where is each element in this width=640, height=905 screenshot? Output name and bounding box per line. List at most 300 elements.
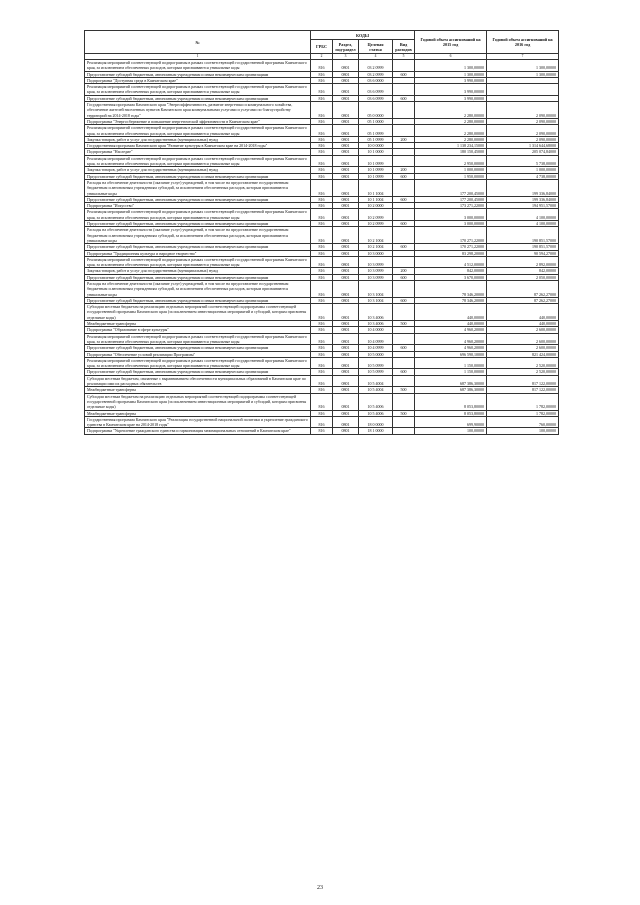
row-target-article: 03 6 0999	[359, 84, 393, 96]
row-razdel: 0801	[333, 167, 359, 173]
row-expense-type: 600	[393, 173, 415, 179]
row-amount-2015: 3 670,00000	[415, 274, 487, 280]
row-name: Подпрограмма "Энергосбережение и повышение энергетической эффективности в Камчатском крае"	[85, 118, 311, 124]
row-name: Подпрограмма "Образование в сфере культуры"	[85, 327, 311, 333]
row-razdel: 0801	[333, 60, 359, 72]
row-grbs: 816	[311, 280, 333, 297]
row-amount-2016: 190 851,57000	[487, 227, 559, 244]
row-expense-type	[393, 256, 415, 268]
row-target-article: 10 4 0000	[359, 327, 393, 333]
row-grbs: 816	[311, 95, 333, 101]
row-target-article: 10 4 0999	[359, 333, 393, 345]
row-target-article: 10 3 4006	[359, 304, 393, 321]
row-amount-2016: 194 951,57000	[487, 203, 559, 209]
row-amount-2015: 173 271,22000	[415, 203, 487, 209]
row-amount-2016	[487, 84, 559, 96]
row-amount-2015: 1 300,00000	[415, 60, 487, 72]
row-amount-2016: 4 100,00000	[487, 221, 559, 227]
row-grbs: 816	[311, 244, 333, 250]
row-expense-type	[393, 333, 415, 345]
row-expense-type: 600	[393, 274, 415, 280]
row-expense-type	[393, 60, 415, 72]
page-number: 23	[317, 885, 323, 891]
row-target-article: 10 2 1004	[359, 244, 393, 250]
row-razdel: 0801	[333, 125, 359, 137]
table-row	[85, 280, 559, 297]
row-expense-type: 500	[393, 410, 415, 416]
table-row	[85, 357, 559, 369]
row-name: Расходы на обеспечение деятельности (оказание услуг) учреждений, в том числе на предоставление государственным бюджетным и автономным учреждениям субсидий, за исключением обеспеченных расходов, которым присваиваются уникальные коды	[85, 227, 311, 244]
row-grbs: 816	[311, 410, 333, 416]
row-name: Субсидии местным бюджетам, связанные с выравниванием обеспеченности муниципальных образований в Камчатском крае по реализации ими их расходных обязательств	[85, 375, 311, 387]
row-expense-type	[393, 375, 415, 387]
row-expense-type	[393, 416, 415, 428]
row-razdel: 0801	[333, 321, 359, 327]
row-amount-2016: 2 090,00000	[487, 118, 559, 124]
row-target-article: 10 3 0999	[359, 256, 393, 268]
row-razdel: 0801	[333, 428, 359, 434]
row-name: Субсидии местным бюджетам на реализацию отдельных мероприятий соответствующей подпрограммы соответствующей государственной программы Камчатского края (за исключением инвестиционных мероприятий и субсидий, которым присвоены отдельные коды)	[85, 304, 311, 321]
row-amount-2015: 696 590,10000	[415, 351, 487, 357]
row-name: Государственная программа Камчатского края "Реализация государственной национальной политики и укрепление гражданского единства в Камчатском крае на 2014-2018 годы"	[85, 416, 311, 428]
row-expense-type: 600	[393, 95, 415, 101]
row-expense-type	[393, 209, 415, 221]
row-amount-2016: 90 594,27000	[487, 250, 559, 256]
row-target-article: 10 5 4006	[359, 393, 393, 410]
row-grbs: 816	[311, 173, 333, 179]
row-grbs: 816	[311, 428, 333, 434]
table-row	[85, 227, 559, 244]
row-expense-type	[393, 102, 415, 119]
row-razdel: 0801	[333, 304, 359, 321]
row-target-article: 10 3 0999	[359, 274, 393, 280]
row-name: Субсидии местным бюджетам на реализацию отдельных мероприятий соответствующей подпрограммы соответствующей государственной программы Камчатского края (за исключением инвестиционных мероприятий и субсидий, которым присвоены отдельные коды)	[85, 393, 311, 410]
row-razdel: 0801	[333, 410, 359, 416]
row-grbs: 816	[311, 118, 333, 124]
row-amount-2015: 2 280,00000	[415, 125, 487, 137]
row-razdel: 0801	[333, 196, 359, 202]
row-amount-2015: 100,00000	[415, 428, 487, 434]
row-razdel: 0801	[333, 77, 359, 83]
row-name: Подпрограмма "Доступная среда в Камчатском крае"	[85, 77, 311, 83]
row-target-article: 10 5 0999	[359, 369, 393, 375]
row-razdel: 0801	[333, 369, 359, 375]
header-grbs: ГРБС	[311, 40, 333, 54]
row-grbs: 816	[311, 196, 333, 202]
row-expense-type: 200	[393, 167, 415, 173]
row-name: Подпрограмма "Наследие"	[85, 149, 311, 155]
row-grbs: 816	[311, 179, 333, 196]
header-vr: Вид расходов	[393, 40, 415, 54]
row-amount-2015: 1 150,00000	[415, 369, 487, 375]
row-grbs: 816	[311, 125, 333, 137]
row-name: Предоставление субсидий бюджетным, автономным учреждениям и иным некоммерческим организациям	[85, 297, 311, 303]
row-target-article: 10 1 0000	[359, 149, 393, 155]
row-razdel: 0801	[333, 416, 359, 428]
row-amount-2016: 2 090,00000	[487, 102, 559, 119]
row-amount-2015: 8 053,80000	[415, 393, 487, 410]
row-target-article: 10 5 4006	[359, 410, 393, 416]
row-razdel: 0801	[333, 209, 359, 221]
row-expense-type	[393, 428, 415, 434]
row-amount-2016: 100,00000	[487, 428, 559, 434]
row-amount-2016: 205 074,84000	[487, 149, 559, 155]
row-name: Предоставление субсидий бюджетным, автономным учреждениям и иным некоммерческим организациям	[85, 71, 311, 77]
table-row	[85, 375, 559, 387]
row-name: Реализация мероприятий соответствующей подпрограммы в рамках соответствующей государственной программы Камчатского края, за исключением обеспеченных расходов, которым присваиваются уникальные коды	[85, 333, 311, 345]
row-grbs: 816	[311, 304, 333, 321]
row-amount-2016: 760,00000	[487, 416, 559, 428]
row-expense-type	[393, 393, 415, 410]
row-amount-2016: 87 262,27000	[487, 297, 559, 303]
row-expense-type: 600	[393, 244, 415, 250]
row-name: Реализация мероприятий соответствующей подпрограммы в рамках соответствующей государственной программы Камчатского края, за исключением обеспеченных расходов, которым присваиваются уникальные коды	[85, 357, 311, 369]
header-num: №	[85, 31, 311, 54]
row-name: Подпрограмма "Обеспечение условий реализации Программы"	[85, 351, 311, 357]
row-amount-2016: 2 520,00000	[487, 357, 559, 369]
row-name: Государственная программа Камчатского края "Развитие культуры в Камчатском крае на 2014-2018 годы"	[85, 143, 311, 149]
row-razdel: 0801	[333, 280, 359, 297]
row-razdel: 0801	[333, 203, 359, 209]
row-expense-type	[393, 227, 415, 244]
row-target-article: 03 6 0000	[359, 77, 393, 83]
row-name: Предоставление субсидий бюджетным, автономным учреждениям и иным некоммерческим организациям	[85, 274, 311, 280]
row-target-article: 10 0 0000	[359, 143, 393, 149]
row-target-article: 03 2 0999	[359, 71, 393, 77]
row-target-article: 03 2 0999	[359, 60, 393, 72]
row-target-article: 05 1 0000	[359, 118, 393, 124]
row-grbs: 816	[311, 102, 333, 119]
row-target-article: 10 1 0999	[359, 167, 393, 173]
header-razdel: Раздел, под-раздел	[333, 40, 359, 54]
row-grbs: 816	[311, 203, 333, 209]
column-number: 6	[415, 54, 487, 60]
row-amount-2015: 4 960,20000	[415, 345, 487, 351]
row-amount-2015: 8 053,80000	[415, 410, 487, 416]
row-amount-2016: 1 300,00000	[487, 71, 559, 77]
row-grbs: 816	[311, 369, 333, 375]
row-target-article: 10 2 0000	[359, 203, 393, 209]
table-row	[85, 256, 559, 268]
row-expense-type: 600	[393, 297, 415, 303]
row-razdel: 0801	[333, 227, 359, 244]
row-razdel: 0801	[333, 256, 359, 268]
row-expense-type	[393, 84, 415, 96]
row-amount-2016: 2 090,00000	[487, 136, 559, 142]
table-row	[85, 60, 559, 72]
row-grbs: 816	[311, 345, 333, 351]
row-target-article: 10 3 0000	[359, 250, 393, 256]
row-grbs: 816	[311, 209, 333, 221]
row-amount-2016: 440,00000	[487, 321, 559, 327]
row-target-article: 10 3 0999	[359, 268, 393, 274]
row-amount-2016: 4 738,00000	[487, 173, 559, 179]
row-expense-type	[393, 125, 415, 137]
row-razdel: 0801	[333, 173, 359, 179]
row-amount-2016: 821 424,00000	[487, 351, 559, 357]
row-name: Подпрограмма "Искусство"	[85, 203, 311, 209]
row-target-article: 10 5 4004	[359, 387, 393, 393]
row-name: Закупка товаров, работ и услуг для государственных (муниципальных) нужд	[85, 268, 311, 274]
table-row	[85, 333, 559, 345]
row-amount-2015: 170 271,22000	[415, 244, 487, 250]
row-amount-2016: 1 000,00000	[487, 167, 559, 173]
row-amount-2015: 3 990,00000	[415, 84, 487, 96]
row-target-article: 10 5 0999	[359, 357, 393, 369]
row-grbs: 816	[311, 351, 333, 357]
row-amount-2015: 177 200,45000	[415, 179, 487, 196]
row-grbs: 816	[311, 250, 333, 256]
row-razdel: 0801	[333, 250, 359, 256]
row-amount-2016: 440,00000	[487, 304, 559, 321]
row-expense-type: 200	[393, 268, 415, 274]
table-row	[85, 393, 559, 410]
document-page	[84, 30, 558, 435]
row-amount-2016: 2 600,00000	[487, 327, 559, 333]
column-number: 4	[359, 54, 393, 60]
row-razdel: 0801	[333, 179, 359, 196]
row-name: Межбюджетные трансферты	[85, 410, 311, 416]
table-row	[85, 155, 559, 167]
row-name: Реализация мероприятий соответствующей подпрограммы в рамках соответствующей государственной программы Камчатского края, за исключением обеспеченных расходов, которым присваиваются уникальные коды	[85, 125, 311, 137]
row-name: Реализация мероприятий соответствующей подпрограммы в рамках соответствующей государственной программы Камчатского края, за исключением обеспеченных расходов, которым присваиваются уникальные коды	[85, 155, 311, 167]
row-target-article: 10 3 1004	[359, 297, 393, 303]
row-amount-2015: 687 386,30000	[415, 387, 487, 393]
row-target-article: 10 2 1004	[359, 227, 393, 244]
column-number: 1	[85, 54, 311, 60]
row-amount-2016: 1 300,00000	[487, 60, 559, 72]
row-amount-2016: 1 782,00000	[487, 410, 559, 416]
row-target-article: 05 1 0999	[359, 136, 393, 142]
row-razdel: 0801	[333, 351, 359, 357]
row-expense-type: 500	[393, 387, 415, 393]
budget-table	[84, 30, 559, 435]
row-razdel: 0801	[333, 102, 359, 119]
row-target-article: 10 3 1004	[359, 280, 393, 297]
row-amount-2016: 2 600,00000	[487, 345, 559, 351]
row-target-article: 18 1 0000	[359, 428, 393, 434]
row-amount-2016: 2 050,00000	[487, 274, 559, 280]
row-name: Реализация мероприятий соответствующей подпрограммы в рамках соответствующей государственной программы Камчатского края, за исключением обеспеченных расходов, которым присваиваются уникальные коды	[85, 256, 311, 268]
table-row	[85, 209, 559, 221]
row-target-article: 10 2 0999	[359, 221, 393, 227]
row-amount-2016: 1 314 644,68000	[487, 143, 559, 149]
column-number: 7	[487, 54, 559, 60]
row-grbs: 816	[311, 221, 333, 227]
row-grbs: 816	[311, 149, 333, 155]
row-amount-2015: 3 990,00000	[415, 95, 487, 101]
row-name: Предоставление субсидий бюджетным, автономным учреждениям и иным некоммерческим организациям	[85, 221, 311, 227]
row-razdel: 0801	[333, 118, 359, 124]
row-amount-2015: 687 386,30000	[415, 375, 487, 387]
row-name: Закупка товаров, работ и услуг для государственных (муниципальных) нужд	[85, 167, 311, 173]
row-amount-2015: 1 300,00000	[415, 71, 487, 77]
row-name: Предоставление субсидий бюджетным, автономным учреждениям и иным некоммерческим организациям	[85, 244, 311, 250]
row-grbs: 816	[311, 297, 333, 303]
row-amount-2015: 177 200,45000	[415, 196, 487, 202]
row-expense-type: 600	[393, 369, 415, 375]
row-amount-2015: 699,90000	[415, 416, 487, 428]
table-row	[85, 304, 559, 321]
table-row	[85, 84, 559, 96]
row-razdel: 0801	[333, 136, 359, 142]
row-grbs: 816	[311, 167, 333, 173]
table-row	[85, 179, 559, 196]
row-amount-2016: 2 600,00000	[487, 333, 559, 345]
row-amount-2015: 1 138 234,15000	[415, 143, 487, 149]
row-grbs: 816	[311, 84, 333, 96]
row-amount-2015: 2 950,00000	[415, 155, 487, 167]
row-amount-2015: 78 346,20000	[415, 280, 487, 297]
row-amount-2015: 2 280,00000	[415, 102, 487, 119]
row-name: Межбюджетные трансферты	[85, 387, 311, 393]
row-grbs: 816	[311, 321, 333, 327]
row-razdel: 0801	[333, 221, 359, 227]
row-amount-2015: 170 271,22000	[415, 227, 487, 244]
row-amount-2016: 2 892,00000	[487, 256, 559, 268]
row-grbs: 816	[311, 375, 333, 387]
row-name: Предоставление субсидий бюджетным, автономным учреждениям и иным некоммерческим организациям	[85, 95, 311, 101]
row-razdel: 0801	[333, 149, 359, 155]
row-expense-type	[393, 155, 415, 167]
row-amount-2016: 817 122,00000	[487, 375, 559, 387]
header-2016: Годовой объем ассигнований на 2016 год	[487, 31, 559, 54]
row-amount-2015: 83 298,20000	[415, 250, 487, 256]
row-amount-2016: 842,00000	[487, 268, 559, 274]
row-expense-type: 200	[393, 136, 415, 142]
row-razdel: 0801	[333, 333, 359, 345]
row-razdel: 0801	[333, 393, 359, 410]
row-razdel: 0801	[333, 71, 359, 77]
row-target-article: 10 3 4006	[359, 321, 393, 327]
row-expense-type	[393, 280, 415, 297]
row-name: Предоставление субсидий бюджетным, автономным учреждениям и иным некоммерческим организациям	[85, 345, 311, 351]
row-name: Реализация мероприятий соответствующей подпрограммы в рамках соответствующей государственной программы Камчатского края, за исключением обеспеченных расходов, которым присваиваются уникальные коды	[85, 84, 311, 96]
row-target-article: 03 6 0999	[359, 95, 393, 101]
row-name: Предоставление субсидий бюджетным, автономным учреждениям и иным некоммерческим организациям	[85, 173, 311, 179]
row-amount-2016: 4 100,00000	[487, 209, 559, 221]
row-expense-type: 600	[393, 345, 415, 351]
row-grbs: 816	[311, 333, 333, 345]
row-amount-2015: 180 150,45000	[415, 149, 487, 155]
row-razdel: 0801	[333, 95, 359, 101]
row-grbs: 816	[311, 268, 333, 274]
row-expense-type	[393, 179, 415, 196]
row-amount-2015: 4 960,20000	[415, 333, 487, 345]
row-razdel: 0801	[333, 375, 359, 387]
row-amount-2016: 190 851,57000	[487, 244, 559, 250]
row-target-article: 05 0 0000	[359, 102, 393, 119]
row-amount-2015: 78 346,20000	[415, 297, 487, 303]
row-name: Государственная программа Камчатского края "Энергоэффективность, развитие энергетики и коммунального хозяйства, обеспечение жителей населенных пунктов Камчатского края коммунальными услугами и услугами по благоустройству территорий на 2014-2018 годы"	[85, 102, 311, 119]
row-name: Предоставление субсидий бюджетным, автономным учреждениям и иным некоммерческим организациям	[85, 369, 311, 375]
row-grbs: 816	[311, 416, 333, 428]
row-amount-2016: 2 090,00000	[487, 125, 559, 137]
row-razdel: 0801	[333, 345, 359, 351]
row-grbs: 816	[311, 143, 333, 149]
row-amount-2015: 2 280,00000	[415, 118, 487, 124]
row-amount-2015: 842,00000	[415, 268, 487, 274]
row-target-article: 10 2 0999	[359, 209, 393, 221]
row-razdel: 0801	[333, 357, 359, 369]
row-target-article: 10 5 0000	[359, 351, 393, 357]
row-name: Подпрограмма "Традиционная культура и народное творчество"	[85, 250, 311, 256]
table-row	[85, 102, 559, 119]
row-expense-type: 600	[393, 196, 415, 202]
row-grbs: 816	[311, 393, 333, 410]
row-expense-type	[393, 357, 415, 369]
row-grbs: 816	[311, 256, 333, 268]
row-target-article: 10 1 1004	[359, 196, 393, 202]
row-amount-2015: 1 150,00000	[415, 357, 487, 369]
table-row	[85, 416, 559, 428]
row-name: Расходы на обеспечение деятельности (оказание услуг) учреждений, в том числе на предоставление государственным бюджетным и автономным учреждениям субсидий, за исключением обеспеченных расходов, которым присваиваются уникальные коды	[85, 280, 311, 297]
row-expense-type: 600	[393, 71, 415, 77]
row-grbs: 816	[311, 71, 333, 77]
row-razdel: 0801	[333, 387, 359, 393]
row-amount-2015: 1 950,00000	[415, 173, 487, 179]
row-amount-2016: 87 262,27000	[487, 280, 559, 297]
row-grbs: 816	[311, 327, 333, 333]
header-2015: Годовой объем ассигнований на 2015 год	[415, 31, 487, 54]
row-grbs: 816	[311, 387, 333, 393]
table-row	[85, 428, 559, 434]
row-razdel: 0801	[333, 274, 359, 280]
column-number: 3	[333, 54, 359, 60]
row-amount-2015: 440,00000	[415, 321, 487, 327]
row-amount-2016: 199 336,84000	[487, 179, 559, 196]
row-amount-2016: 1 782,00000	[487, 393, 559, 410]
row-razdel: 0801	[333, 84, 359, 96]
row-amount-2015: 440,00000	[415, 304, 487, 321]
row-name: Подпрограмма "Укрепление гражданского единства и гармонизация межнациональных отношений в Камчатском крае"	[85, 428, 311, 434]
column-number: 2	[311, 54, 333, 60]
row-name: Предоставление субсидий бюджетным, автономным учреждениям и иным некоммерческим организациям	[85, 196, 311, 202]
row-razdel: 0801	[333, 268, 359, 274]
row-amount-2015: 1 000,00000	[415, 167, 487, 173]
row-expense-type: 600	[393, 221, 415, 227]
row-name: Закупка товаров, работ и услуг для государственных (муниципальных) нужд	[85, 136, 311, 142]
row-name: Расходы на обеспечение деятельности (оказание услуг) учреждений, в том числе на предоставление государственным бюджетным и автономным учреждениям субсидий, за исключением обеспеченных расходов, которым присваиваются уникальные коды	[85, 179, 311, 196]
row-name: Реализация мероприятий соответствующей подпрограммы в рамках соответствующей государственной программы Камчатского края, за исключением обеспеченных расходов, которым присваиваются уникальные коды	[85, 209, 311, 221]
row-razdel: 0801	[333, 297, 359, 303]
table-row	[85, 125, 559, 137]
row-amount-2015: 3 000,00000	[415, 209, 487, 221]
row-target-article: 10 5 4004	[359, 375, 393, 387]
row-grbs: 816	[311, 357, 333, 369]
row-grbs: 816	[311, 60, 333, 72]
row-amount-2016: 817 122,00000	[487, 387, 559, 393]
row-expense-type: 500	[393, 321, 415, 327]
row-amount-2015: 3 990,00000	[415, 77, 487, 83]
row-amount-2015: 4 960,20000	[415, 327, 487, 333]
row-amount-2016: 5 738,00000	[487, 155, 559, 167]
row-razdel: 0801	[333, 155, 359, 167]
row-amount-2015: 3 000,00000	[415, 221, 487, 227]
column-number: 5	[393, 54, 415, 60]
row-target-article: 10 4 0999	[359, 345, 393, 351]
row-razdel: 0801	[333, 327, 359, 333]
row-amount-2016: 2 520,00000	[487, 369, 559, 375]
header-csr: Целевая статья	[359, 40, 393, 54]
row-name: Реализация мероприятий соответствующей подпрограммы в рамках соответствующей государственной программы Камчатского края, за исключением обеспеченных расходов, которым присваиваются уникальные коды	[85, 60, 311, 72]
row-amount-2015: 2 280,00000	[415, 136, 487, 142]
row-target-article: 10 1 0999	[359, 173, 393, 179]
row-grbs: 816	[311, 274, 333, 280]
row-expense-type	[393, 304, 415, 321]
header-codes: КОДЫ	[311, 31, 415, 40]
row-grbs: 816	[311, 227, 333, 244]
